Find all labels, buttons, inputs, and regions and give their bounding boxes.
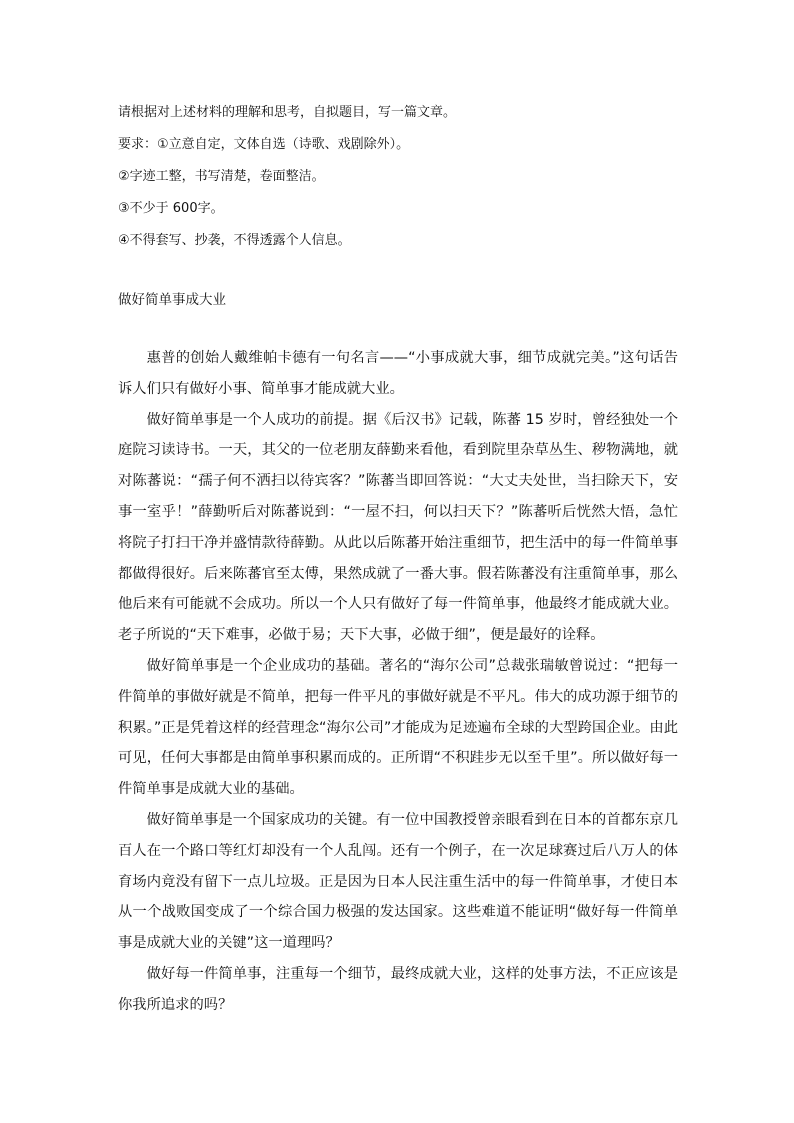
essay-title: 做好简单事成大业 [118,292,226,308]
instruction-line-requirement-2: ②字迹工整，书写清楚，卷面整洁。 [118,169,325,184]
essay-body [118,343,678,1021]
instruction-line-requirement-1: 要求：①立意自定，文体自选（诗歌、戏剧除外）。 [118,137,410,152]
instruction-line-prompt: 请根据对上述材料的理解和思考，自拟题目，写一篇文章。 [118,105,457,120]
instruction-line-requirement-4: ④不得套写、抄袭，不得透露个人信息。 [118,233,351,248]
essay-paragraph: 惠普的创始人戴维帕卡德有一句名言——“小事成就大事，细节成就完美。”这句话告诉人们只有做好小事、简单事才能成就大业。 [118,350,678,397]
essay-paragraph: 做好简单事是一个国家成功的关键。有一位中国教授曾亲眼看到在日本的首都东京几百人在一个路口等红灯却没有一个人乱闯。还有一个例子，在一次足球赛过后八万人的体育场内竟没有留下一点儿垃圾。正是因为日本人民注重生活中的每一件简单事，才使日本从一个战败国变成了一个综合国力极强的发达国家。这些难道不能证明“做好每一件简单事是成就大业的关键”这一道理吗？ [118,811,678,952]
essay-paragraph: 做好简单事是一个企业成功的基础。著名的“海尔公司”总裁张瑞敏曾说过：“把每一件简单的事做好就是不简单，把每一件平凡的事做好就是不平凡。伟大的成功源于细节的积累。”正是凭着这样的经营理念“海尔公司”才能成为足迹遍布全球的大型跨国企业。由此可见，任何大事都是由简单事积累而成的。正所谓“不积跬步无以至千里”。所以做好每一件简单事是成就大业的基础。 [118,657,678,798]
instruction-line-requirement-3: ③不少于 600字。 [118,201,224,216]
essay-paragraph: 做好简单事是一个人成功的前提。据《后汉书》记载，陈蕃 15 岁时，曾经独处一个庭院习读诗书。一天，其父的一位老朋友薛勤来看他，看到院里杂草丛生、秽物满地，就对陈蕃说：“孺子何不洒扫以待宾客？”陈蕃当即回答说：“大丈夫处世，当扫除天下，安事一室乎！”薛勤听后对陈蕃说到：“一屋不扫，何以扫天下？”陈蕃听后恍然大悟，急忙将院子打扫干净并盛情款待薛勤。从此以后陈蕃开始注重细节，把生活中的每一件简单事都做得很好。后来陈蕃官至太傅，果然成就了一番大事。假若陈蕃没有注重简单事，那么他后来有可能就不会成功。所以一个人只有做好了每一件简单事，他最终才能成就大业。老子所说的“天下难事，必做于易；天下大事，必做于细”，便是最好的诠释。 [118,411,678,644]
essay-paragraph: 做好每一件简单事，注重每一个细节，最终成就大业，这样的处事方法，不正应该是你我所追求的吗？ [118,965,678,1013]
